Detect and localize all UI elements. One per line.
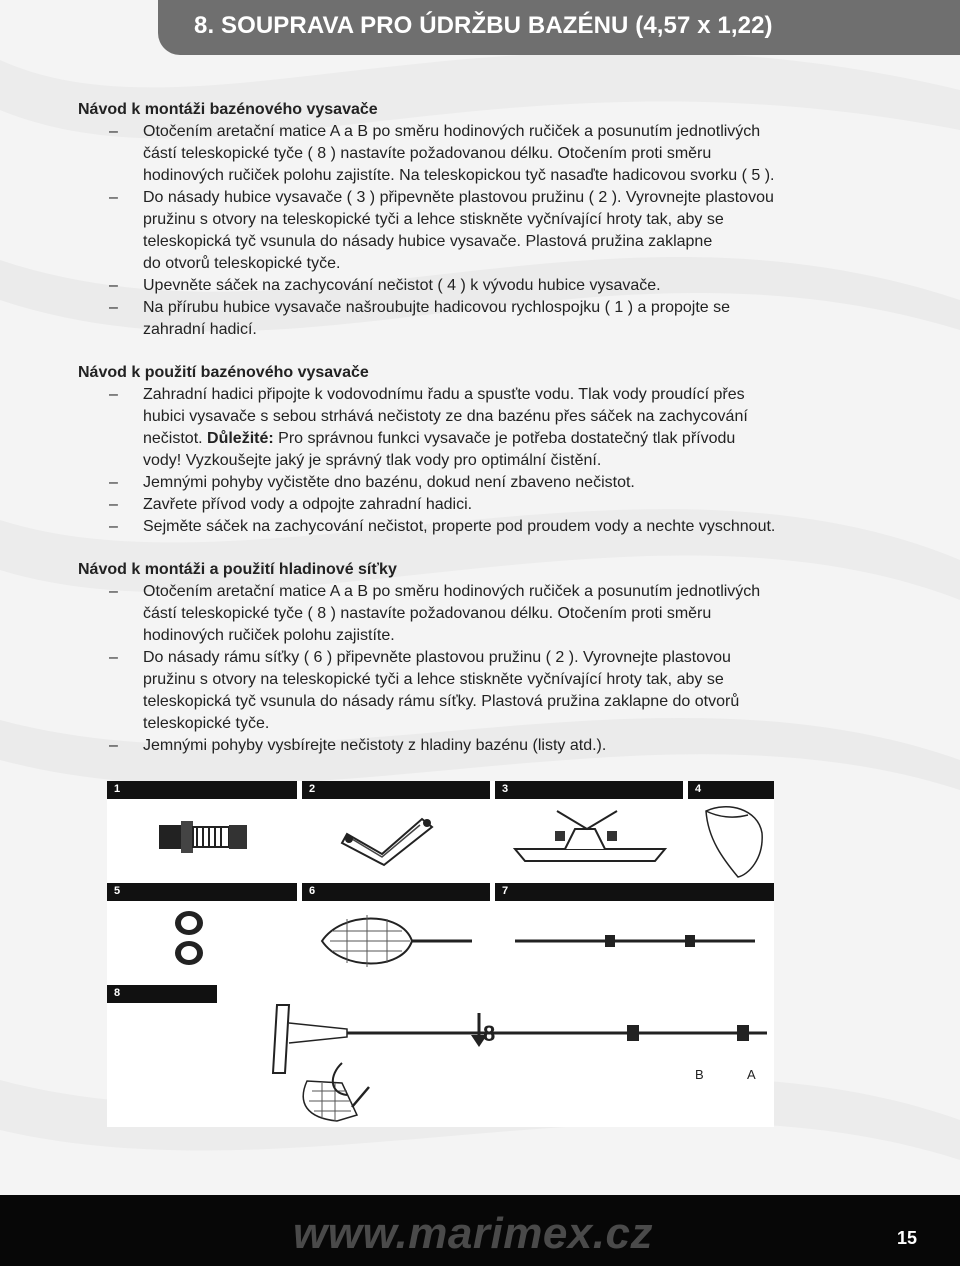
panel-number-bar — [107, 883, 297, 901]
panel-number-bar — [688, 781, 774, 799]
item-line: teleskopická tyč vsunula do násady rámu síťky. Plastová pružina zaklapne do otvorů — [143, 693, 740, 710]
list-item — [78, 472, 898, 494]
page-number: 15 — [897, 1228, 918, 1248]
item-line: Do násady rámu síťky ( 6 ) připevněte plastovou pružinu ( 2 ). Vyrovnejte plastovou — [143, 649, 731, 666]
panel-number-bar — [107, 781, 297, 799]
section-vacuum-assembly — [78, 99, 898, 341]
figure-panel — [495, 883, 774, 983]
item-line: částí teleskopické tyče ( 8 ) nastavíte požadovanou délku. Otočením proti směru — [143, 145, 712, 162]
panel-number-bar — [495, 883, 774, 901]
item-line: Otočením aretační matice A a B po směru hodinových ručiček a posunutím jednotlivých — [143, 583, 761, 600]
item-line — [143, 428, 898, 450]
figure-panel — [495, 781, 683, 881]
item-line: vody! Vyzkoušejte jaký je správný tlak vody pro optimální čistění. — [143, 452, 602, 469]
list-item — [78, 187, 898, 275]
list-item — [78, 494, 898, 516]
header-bar — [158, 0, 960, 55]
website-link[interactable]: www.marimex.cz — [293, 1209, 653, 1258]
figure-panel — [107, 985, 774, 1127]
item-line: Otočením aretační matice A a B po směru hodinových ručiček a posunutím jednotlivých — [143, 123, 761, 140]
list-item — [78, 647, 898, 735]
panel-number-bar — [107, 985, 217, 1003]
item-line: teleskopická tyč vsunula do násady hubice vysavače. Plastová pružina zaklapne — [143, 233, 713, 250]
figure-panel — [107, 883, 297, 983]
pole-number-label: 8 — [483, 1021, 496, 1046]
item-line: Zahradní hadici připojte k vodovodnímu řadu a spusťte vodu. Tlak vody proudící přes — [143, 386, 745, 403]
section-skimmer — [78, 559, 898, 757]
panel-number-bar — [302, 883, 490, 901]
panel-number: 4 — [695, 783, 702, 795]
hose-connector-illustration — [107, 799, 297, 881]
item-line: Jemnými pohyby vysbírejte nečistoty z hladiny bazénu (listy atd.). — [143, 737, 607, 754]
panel-number: 1 — [114, 783, 121, 795]
panel-number: 3 — [502, 783, 509, 795]
figure-panel — [688, 781, 774, 881]
panel-number: 2 — [309, 783, 316, 795]
vacuum-head-illustration — [495, 799, 683, 881]
important-label: Důležité: — [207, 430, 274, 447]
panel-number: 8 — [114, 987, 121, 999]
assembly-illustrations — [107, 781, 774, 1127]
panel-number-bar — [302, 781, 490, 799]
item-line: Na přírubu hubice vysavače našroubujte hadicovou rychlospojku ( 1 ) a propojte se — [143, 299, 730, 316]
instructions-content — [78, 99, 898, 778]
dash-bullet: – — [109, 649, 118, 666]
section-vacuum-usage — [78, 362, 898, 538]
dash-bullet: – — [109, 386, 118, 403]
plastic-spring-illustration — [302, 799, 490, 881]
item-line: Jemnými pohyby vyčistěte dno bazénu, dokud není zbaveno nečistot. — [143, 474, 635, 491]
item-line: pružinu s otvory na teleskopické tyči a lehce stiskněte vyčnívající hroty tak, aby se — [143, 671, 724, 688]
item-line: částí teleskopické tyče ( 8 ) nastavíte požadovanou délku. Otočením proti směru — [143, 605, 712, 622]
item-line: hubici vysavače s sebou strhává nečistoty ze dna bazénu přes sáček na zachycování — [143, 408, 748, 425]
leaf-bag-illustration — [688, 799, 774, 881]
figure-panel — [302, 781, 490, 881]
list-item — [78, 581, 898, 647]
ring-b-label: B — [695, 1067, 704, 1082]
section-title: Návod k montáži bazénového vysavače — [78, 101, 378, 118]
item-line: Do násady hubice vysavače ( 3 ) připevněte plastovou pružinu ( 2 ). Vyrovnejte plastovou — [143, 189, 774, 206]
ring-a-label: A — [747, 1067, 756, 1082]
item-line: Zavřete přívod vody a odpojte zahradní hadici. — [143, 496, 473, 513]
full-assembly-illustration — [107, 1003, 774, 1127]
page-title: 8. SOUPRAVA PRO ÚDRŽBU BAZÉNU (4,57 x 1,22) — [194, 12, 773, 39]
dash-bullet: – — [109, 737, 118, 754]
panel-number-bar — [495, 781, 683, 799]
dash-bullet: – — [109, 583, 118, 600]
list-item — [78, 516, 898, 538]
item-text: nečistot. — [143, 430, 208, 447]
list-item — [78, 384, 898, 472]
dash-bullet: – — [109, 496, 118, 513]
telescopic-pole-illustration — [495, 901, 774, 983]
item-line: do otvorů teleskopické tyče. — [143, 255, 341, 272]
dash-bullet: – — [109, 299, 118, 316]
item-line: zahradní hadicí. — [143, 321, 257, 338]
panel-number: 7 — [502, 885, 509, 897]
skimmer-net-illustration — [302, 901, 490, 983]
section-title: Návod k montáži a použití hladinové síťky — [78, 561, 397, 578]
dash-bullet: – — [109, 123, 118, 140]
footer-bar — [0, 1195, 960, 1266]
item-line: hodinových ručiček polohu zajistíte. — [143, 627, 395, 644]
item-line: pružinu s otvory na teleskopické tyči a lehce stiskněte vyčnívající hroty tak, aby se — [143, 211, 724, 228]
item-text: Pro správnou funkci vysavače je potřeba dostatečný tlak přívodu — [273, 430, 736, 447]
hose-clamp-illustration — [107, 901, 297, 983]
item-line: hodinových ručiček polohu zajistíte. Na teleskopickou tyč nasaďte hadicovou svorku ( 5 ). — [143, 167, 775, 184]
dash-bullet: – — [109, 474, 118, 491]
list-item — [78, 275, 898, 297]
figure-panel — [107, 781, 297, 881]
section-title: Návod k použití bazénového vysavače — [78, 364, 369, 381]
dash-bullet: – — [109, 277, 118, 294]
dash-bullet: – — [109, 189, 118, 206]
figure-panel — [302, 883, 490, 983]
list-item — [78, 297, 898, 341]
list-item — [78, 121, 898, 187]
item-line: teleskopické tyče. — [143, 715, 270, 732]
panel-number: 6 — [309, 885, 316, 897]
item-line: Sejměte sáček na zachycování nečistot, properte pod proudem vody a nechte vyschnout. — [143, 518, 776, 535]
dash-bullet: – — [109, 518, 118, 535]
item-line: Upevněte sáček na zachycování nečistot ( 4 ) k vývodu hubice vysavače. — [143, 277, 661, 294]
panel-number: 5 — [114, 885, 121, 897]
list-item — [78, 735, 898, 757]
